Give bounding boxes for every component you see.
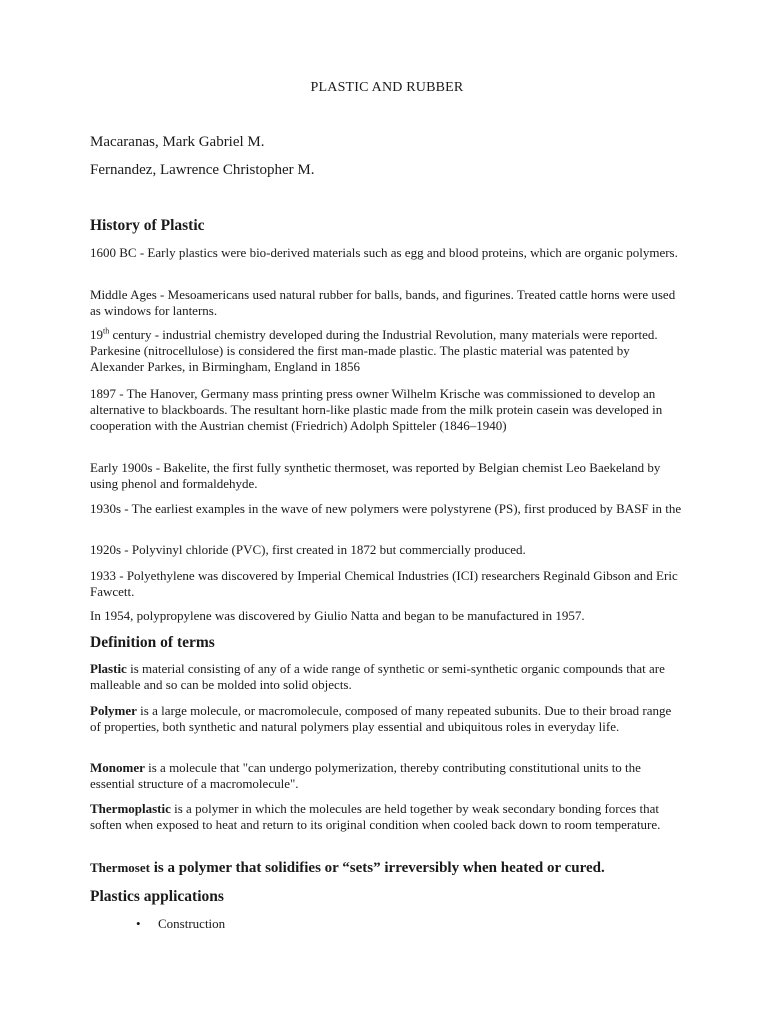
definition-text: is a molecule that "can undergo polymerization, thereby contributing constitutional units to the essential structure of a macromolecule".	[90, 760, 641, 791]
history-entry-early-1900s: Early 1900s - Bakelite, the first fully synthetic thermoset, was reported by Belgian chemist Leo Baekeland by using phenol and formaldehyde.	[90, 460, 661, 491]
definition-thermoset	[90, 859, 684, 877]
applications-list-item	[136, 916, 225, 932]
bullet-glyph: •	[136, 916, 141, 931]
definition-text: is a large molecule, or macromolecule, composed of many repeated subunits. Due to their broad range of properties, both synthetic and natural polymers play essential and ubiquitous roles in everyday life.	[90, 703, 672, 734]
entry-prefix: 19	[90, 327, 103, 342]
definition-monomer	[90, 760, 684, 792]
definition-text: is a polymer that solidifies or “sets” irreversibly when heated or cured.	[149, 860, 605, 876]
history-entry-1920s: 1920s - Polyvinyl chloride (PVC), first created in 1872 but commercially produced.	[90, 542, 526, 557]
definition-term: Thermoset	[90, 860, 150, 875]
definition-text: is material consisting of any of a wide range of synthetic or semi-synthetic organic compounds that are malleable and so can be molded into solid objects.	[90, 661, 665, 692]
definitions-heading: Definition of terms	[90, 634, 215, 651]
entry-rest: century - industrial chemistry developed during the Industrial Revolution, many materials were reported. Parkesine (nitrocellulose) is considered the first man-made plastic. The plastic material was patented by Alexander Parkes, in Birmingham, England in 1856	[90, 327, 658, 374]
history-entry-1954: In 1954, polypropylene was discovered by Giulio Natta and began to be manufactured in 1957.	[90, 608, 585, 623]
document-title: PLASTIC AND RUBBER	[310, 80, 464, 95]
definition-term: Polymer	[90, 703, 137, 718]
definition-text: is a polymer in which the molecules are held together by weak secondary bonding forces that soften when exposed to heat and return to its original condition when cooled back down to room temperature.	[90, 801, 661, 832]
definition-term: Plastic	[90, 661, 127, 676]
history-entry-1933: 1933 - Polyethylene was discovered by Imperial Chemical Industries (ICI) researchers Reginald Gibson and Eric Fawcett.	[90, 568, 678, 599]
definition-term: Monomer	[90, 760, 145, 775]
history-entry-19th-century	[90, 327, 684, 375]
author-2: Fernandez, Lawrence Christopher M.	[90, 162, 315, 178]
definition-thermoplastic	[90, 801, 684, 833]
definition-polymer	[90, 703, 684, 735]
applications-heading: Plastics applications	[90, 888, 224, 905]
history-heading: History of Plastic	[90, 217, 205, 234]
history-entry-middle-ages: Middle Ages - Mesoamericans used natural rubber for balls, bands, and figurines. Treated cattle horns were used as windows for lanterns.	[90, 287, 676, 318]
definition-term: Thermoplastic	[90, 801, 171, 816]
author-1: Macaranas, Mark Gabriel M.	[90, 134, 265, 150]
history-entry-1600bc: 1600 BC - Early plastics were bio-derived materials such as egg and blood proteins, which are organic polymers.	[90, 245, 678, 260]
history-entry-1930s: 1930s - The earliest examples in the wave of new polymers were polystyrene (PS), first produced by BASF in the	[90, 501, 682, 516]
history-entry-1897: 1897 - The Hanover, Germany mass printing press owner Wilhelm Krische was commissioned to develop an alternative to blackboards. The resultant horn-like plastic made from the milk protein casein was developed in cooperation with the Austrian chemist (Friedrich) Adolph Spitteler (1846–1940)	[90, 386, 663, 433]
definition-plastic	[90, 661, 684, 693]
application-label: Construction	[158, 916, 226, 931]
entry-superscript: th	[103, 326, 110, 336]
